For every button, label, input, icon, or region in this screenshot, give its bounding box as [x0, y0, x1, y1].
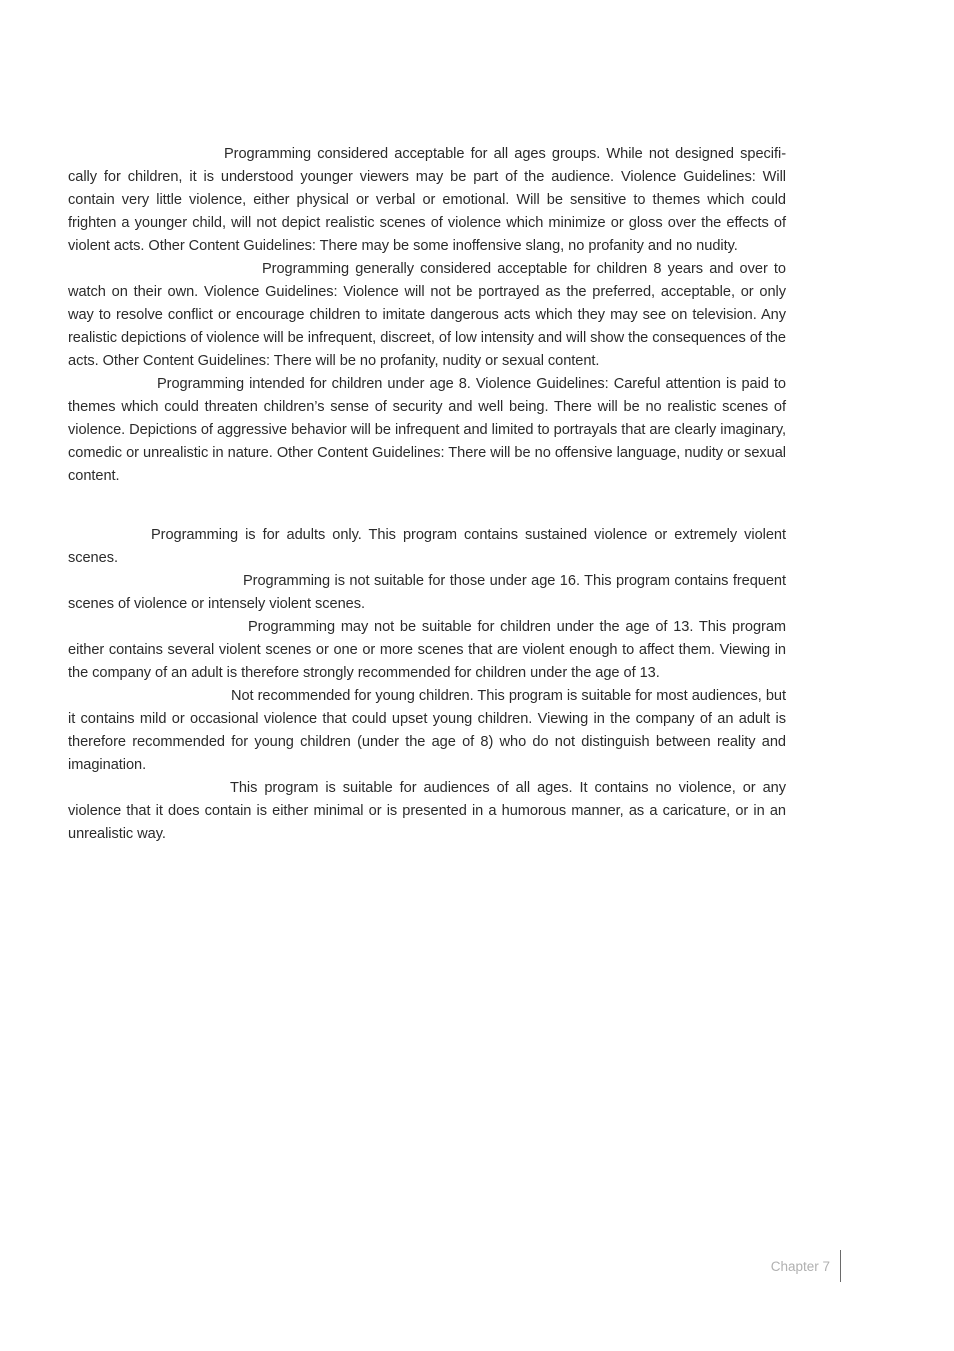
chapter-label: Chapter 7	[770, 1258, 830, 1274]
rating-section-general	[68, 524, 786, 846]
page-footer	[771, 1250, 841, 1282]
rating-section-children	[68, 143, 786, 488]
rating-description: Programming is for adults only. This program contains sustained violence or extremely violent scenes.	[68, 527, 786, 566]
rating-description: Programming intended for children under age 8. Violence Guidelines: Careful attention is paid to themes which could threaten children’s sense of security and well being. There will be no realistic scenes of violence. Depictions of aggressive behavior will be infrequent and limited to portrayals that are clearly imaginary, comedic or unrealistic in nature. Other Content Guidelines: There will be no offensive language, nudity or sexual content.	[68, 376, 786, 484]
footer-divider	[840, 1250, 841, 1282]
document-body	[68, 143, 786, 846]
section-gap	[68, 488, 786, 524]
rating-description: Programming is not suitable for those under age 16. This program contains frequent scenes of violence or intensely violent scenes.	[68, 573, 786, 612]
rating-description: Programming considered acceptable for all ages groups. While not designed specifi-cally for children, it is understood younger viewers may be part of the audience. Violence Guidelines: Will contain very little violence, either physical or verbal or emotional. Will be sensitive to themes which could frighten a younger child, will not depict realistic scenes of violence which minimize or gloss over the effects of violent acts. Other Content Guidelines: There may be some inoffensive slang, no profanity and no nudity.	[68, 146, 786, 254]
rating-description: Programming may not be suitable for children under the age of 13. This program either contains several violent scenes or one or more scenes that are violent enough to affect them. Viewing in the company of an adult is therefore strongly recommended for children under the age of 13.	[68, 619, 786, 681]
rating-description: Programming generally considered acceptable for children 8 years and over to watch on their own. Violence Guidelines: Violence will not be portrayed as the preferred, acceptable, or only way to resolve conflict or encourage children to imitate dangerous acts which they may see on television. Any realistic depictions of violence will be infrequent, discreet, of low intensity and will show the consequences of the acts. Other Content Guidelines: There will be no profanity, nudity or sexual content.	[68, 261, 786, 369]
rating-description: Not recommended for young children. This program is suitable for most audiences, but it contains mild or occasional violence that could upset young children. Viewing in the company of an adult is therefore recommended for young children (under the age of 8) who do not distinguish between reality and imagination.	[68, 688, 786, 773]
rating-description: This program is suitable for audiences of all ages. It contains no violence, or any violence that it does contain is either minimal or is presented in a humorous manner, as a caricature, or in an unrealistic way.	[68, 780, 786, 842]
